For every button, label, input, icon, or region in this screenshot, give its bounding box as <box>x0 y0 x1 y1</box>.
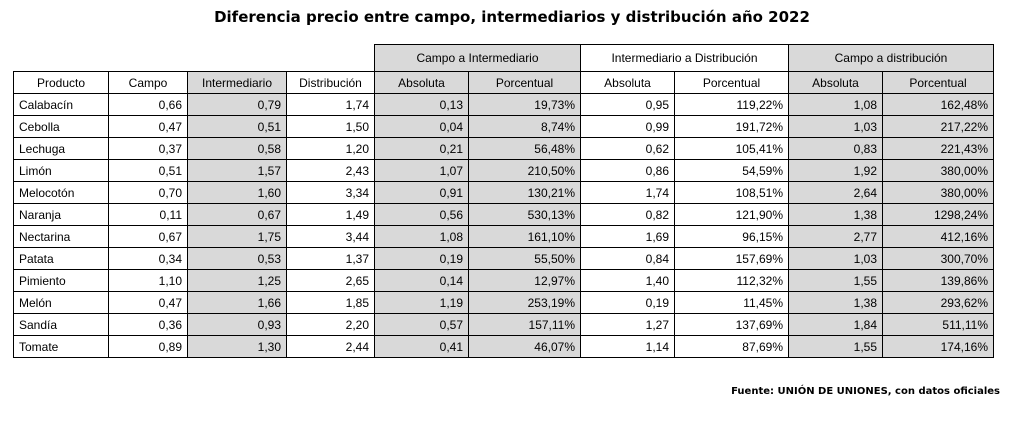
cell-ci-porcentual: 157,11% <box>469 314 581 336</box>
cell-id-absoluta: 0,95 <box>581 94 675 116</box>
table-row <box>14 94 994 116</box>
cell-cd-absoluta: 1,38 <box>789 292 883 314</box>
table-row <box>14 204 994 226</box>
cell-id-absoluta: 0,19 <box>581 292 675 314</box>
cell-intermediario: 1,30 <box>188 336 287 358</box>
group-campo-distribucion: Campo a distribución <box>789 45 994 72</box>
cell-ci-porcentual: 161,10% <box>469 226 581 248</box>
cell-producto: Lechuga <box>14 138 109 160</box>
table-body <box>14 94 994 358</box>
cell-distribucion: 3,34 <box>287 182 375 204</box>
cell-id-porcentual: 137,69% <box>675 314 789 336</box>
cell-id-absoluta: 0,86 <box>581 160 675 182</box>
cell-intermediario: 0,51 <box>188 116 287 138</box>
table-row <box>14 116 994 138</box>
cell-cd-porcentual: 217,22% <box>883 116 994 138</box>
cell-cd-absoluta: 1,84 <box>789 314 883 336</box>
cell-ci-porcentual: 12,97% <box>469 270 581 292</box>
cell-distribucion: 3,44 <box>287 226 375 248</box>
cell-cd-porcentual: 293,62% <box>883 292 994 314</box>
cell-cd-absoluta: 1,55 <box>789 270 883 292</box>
cell-id-absoluta: 1,74 <box>581 182 675 204</box>
cell-cd-porcentual: 1298,24% <box>883 204 994 226</box>
table-row <box>14 248 994 270</box>
cell-id-porcentual: 54,59% <box>675 160 789 182</box>
cell-campo: 0,47 <box>109 116 188 138</box>
cell-distribucion: 1,49 <box>287 204 375 226</box>
cell-campo: 0,66 <box>109 94 188 116</box>
cell-producto: Limón <box>14 160 109 182</box>
cell-cd-porcentual: 139,86% <box>883 270 994 292</box>
cell-intermediario: 0,58 <box>188 138 287 160</box>
cell-campo: 0,51 <box>109 160 188 182</box>
cell-ci-absoluta: 0,14 <box>375 270 469 292</box>
group-intermediario-distribucion: Intermediario a Distribución <box>581 45 789 72</box>
cell-id-porcentual: 119,22% <box>675 94 789 116</box>
cell-id-porcentual: 105,41% <box>675 138 789 160</box>
cell-id-porcentual: 87,69% <box>675 336 789 358</box>
cell-cd-absoluta: 1,03 <box>789 116 883 138</box>
cell-ci-porcentual: 56,48% <box>469 138 581 160</box>
cell-intermediario: 1,60 <box>188 182 287 204</box>
cell-intermediario: 1,75 <box>188 226 287 248</box>
cell-ci-porcentual: 530,13% <box>469 204 581 226</box>
price-table <box>13 44 994 358</box>
cell-ci-absoluta: 0,19 <box>375 248 469 270</box>
cell-id-porcentual: 191,72% <box>675 116 789 138</box>
cell-distribucion: 1,74 <box>287 94 375 116</box>
column-header-row <box>14 72 994 94</box>
cell-id-porcentual: 11,45% <box>675 292 789 314</box>
header-id-absoluta: Absoluta <box>581 72 675 94</box>
cell-intermediario: 1,57 <box>188 160 287 182</box>
cell-intermediario: 0,53 <box>188 248 287 270</box>
cell-producto: Melocotón <box>14 182 109 204</box>
cell-cd-absoluta: 2,77 <box>789 226 883 248</box>
cell-ci-porcentual: 19,73% <box>469 94 581 116</box>
cell-ci-porcentual: 253,19% <box>469 292 581 314</box>
cell-distribucion: 1,20 <box>287 138 375 160</box>
cell-campo: 0,34 <box>109 248 188 270</box>
cell-distribucion: 2,44 <box>287 336 375 358</box>
cell-distribucion: 1,50 <box>287 116 375 138</box>
cell-ci-porcentual: 8,74% <box>469 116 581 138</box>
header-ci-porcentual: Porcentual <box>469 72 581 94</box>
cell-cd-porcentual: 380,00% <box>883 160 994 182</box>
cell-distribucion: 2,43 <box>287 160 375 182</box>
cell-id-porcentual: 112,32% <box>675 270 789 292</box>
cell-cd-absoluta: 1,38 <box>789 204 883 226</box>
cell-cd-absoluta: 1,03 <box>789 248 883 270</box>
cell-cd-porcentual: 380,00% <box>883 182 994 204</box>
cell-campo: 0,11 <box>109 204 188 226</box>
cell-intermediario: 1,66 <box>188 292 287 314</box>
cell-id-porcentual: 157,69% <box>675 248 789 270</box>
header-ci-absoluta: Absoluta <box>375 72 469 94</box>
table-row <box>14 160 994 182</box>
page-title: Diferencia precio entre campo, intermediarios y distribución año 2022 <box>214 8 810 26</box>
cell-cd-porcentual: 221,43% <box>883 138 994 160</box>
header-id-porcentual: Porcentual <box>675 72 789 94</box>
cell-id-absoluta: 0,62 <box>581 138 675 160</box>
cell-distribucion: 2,65 <box>287 270 375 292</box>
cell-cd-absoluta: 0,83 <box>789 138 883 160</box>
cell-id-absoluta: 1,27 <box>581 314 675 336</box>
table-row <box>14 292 994 314</box>
cell-campo: 0,36 <box>109 314 188 336</box>
cell-producto: Tomate <box>14 336 109 358</box>
cell-ci-absoluta: 0,13 <box>375 94 469 116</box>
cell-id-porcentual: 108,51% <box>675 182 789 204</box>
cell-ci-porcentual: 55,50% <box>469 248 581 270</box>
table-row <box>14 314 994 336</box>
cell-intermediario: 0,93 <box>188 314 287 336</box>
cell-ci-absoluta: 1,19 <box>375 292 469 314</box>
cell-campo: 0,70 <box>109 182 188 204</box>
cell-id-porcentual: 121,90% <box>675 204 789 226</box>
cell-cd-porcentual: 412,16% <box>883 226 994 248</box>
cell-producto: Nectarina <box>14 226 109 248</box>
cell-campo: 0,89 <box>109 336 188 358</box>
table-row <box>14 226 994 248</box>
cell-ci-absoluta: 0,04 <box>375 116 469 138</box>
header-campo: Campo <box>109 72 188 94</box>
cell-id-absoluta: 0,84 <box>581 248 675 270</box>
cell-cd-absoluta: 2,64 <box>789 182 883 204</box>
table-row <box>14 182 994 204</box>
cell-id-absoluta: 1,14 <box>581 336 675 358</box>
cell-producto: Pimiento <box>14 270 109 292</box>
cell-cd-porcentual: 174,16% <box>883 336 994 358</box>
cell-producto: Cebolla <box>14 116 109 138</box>
cell-ci-absoluta: 0,91 <box>375 182 469 204</box>
cell-producto: Calabacín <box>14 94 109 116</box>
header-intermediario: Intermediario <box>188 72 287 94</box>
cell-cd-absoluta: 1,55 <box>789 336 883 358</box>
blank-corner <box>14 45 375 72</box>
cell-intermediario: 0,79 <box>188 94 287 116</box>
cell-campo: 0,37 <box>109 138 188 160</box>
cell-campo: 0,67 <box>109 226 188 248</box>
cell-distribucion: 1,85 <box>287 292 375 314</box>
header-distribucion: Distribución <box>287 72 375 94</box>
cell-ci-absoluta: 0,56 <box>375 204 469 226</box>
cell-ci-porcentual: 130,21% <box>469 182 581 204</box>
group-campo-intermediario: Campo a Intermediario <box>375 45 581 72</box>
cell-producto: Melón <box>14 292 109 314</box>
cell-cd-porcentual: 300,70% <box>883 248 994 270</box>
cell-campo: 1,10 <box>109 270 188 292</box>
cell-ci-porcentual: 46,07% <box>469 336 581 358</box>
cell-id-absoluta: 0,82 <box>581 204 675 226</box>
table-row <box>14 336 994 358</box>
cell-producto: Naranja <box>14 204 109 226</box>
cell-id-absoluta: 1,69 <box>581 226 675 248</box>
cell-ci-absoluta: 1,08 <box>375 226 469 248</box>
group-header-row <box>14 45 994 72</box>
cell-campo: 0,47 <box>109 292 188 314</box>
header-cd-absoluta: Absoluta <box>789 72 883 94</box>
cell-ci-absoluta: 0,57 <box>375 314 469 336</box>
cell-ci-absoluta: 0,41 <box>375 336 469 358</box>
cell-ci-porcentual: 210,50% <box>469 160 581 182</box>
cell-distribucion: 2,20 <box>287 314 375 336</box>
cell-intermediario: 0,67 <box>188 204 287 226</box>
cell-cd-porcentual: 162,48% <box>883 94 994 116</box>
cell-id-absoluta: 1,40 <box>581 270 675 292</box>
source-note: Fuente: UNIÓN DE UNIONES, con datos oficiales <box>731 386 1000 397</box>
cell-cd-absoluta: 1,92 <box>789 160 883 182</box>
cell-id-porcentual: 96,15% <box>675 226 789 248</box>
header-producto: Producto <box>14 72 109 94</box>
cell-ci-absoluta: 0,21 <box>375 138 469 160</box>
cell-ci-absoluta: 1,07 <box>375 160 469 182</box>
cell-distribucion: 1,37 <box>287 248 375 270</box>
cell-cd-porcentual: 511,11% <box>883 314 994 336</box>
header-cd-porcentual: Porcentual <box>883 72 994 94</box>
table-row <box>14 138 994 160</box>
table-row <box>14 270 994 292</box>
cell-cd-absoluta: 1,08 <box>789 94 883 116</box>
cell-intermediario: 1,25 <box>188 270 287 292</box>
cell-producto: Patata <box>14 248 109 270</box>
cell-id-absoluta: 0,99 <box>581 116 675 138</box>
cell-producto: Sandía <box>14 314 109 336</box>
